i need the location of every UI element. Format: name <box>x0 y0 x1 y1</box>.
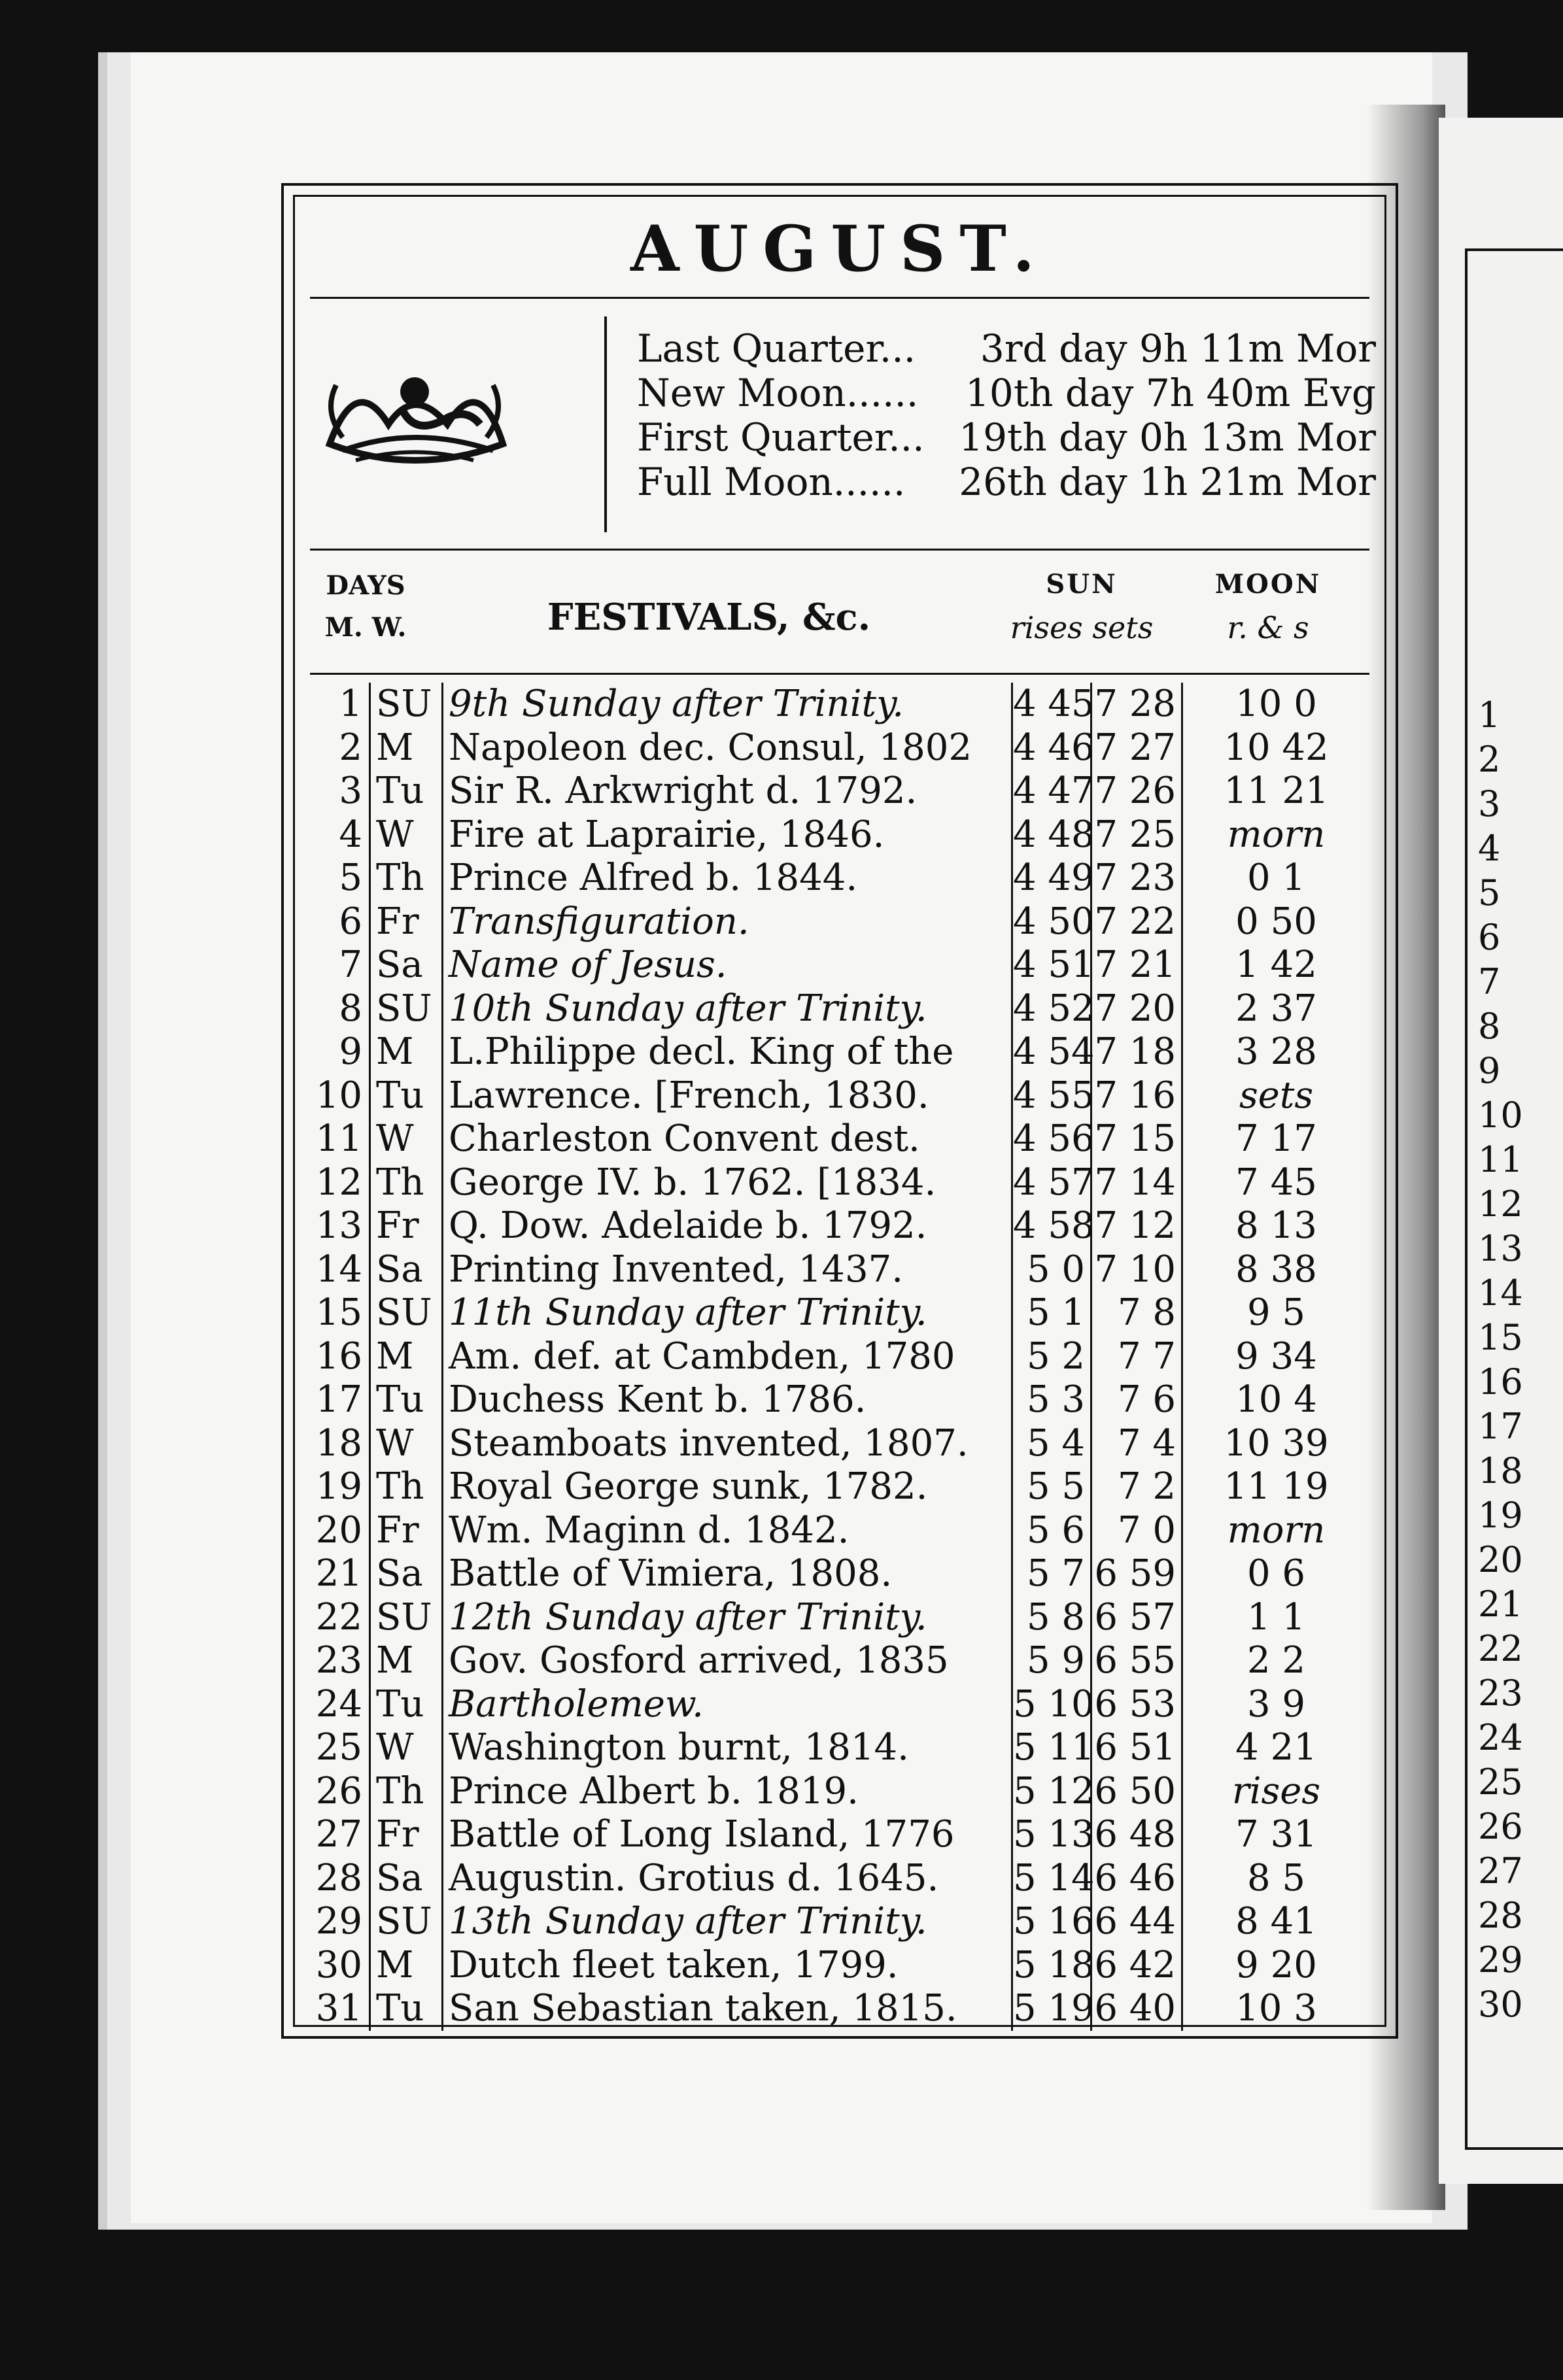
table-row <box>310 1944 1369 1988</box>
sun-rises: 4 49 <box>1013 857 1095 899</box>
next-page-day: 21 <box>1478 1584 1523 1625</box>
next-page-day: 27 <box>1478 1850 1523 1892</box>
moon-phase-time: 26th day 1h 21m Mor <box>959 460 1376 504</box>
table-row <box>310 1639 1369 1683</box>
festival: 12th Sunday after Trinity. <box>443 1596 1013 1640</box>
next-page-day: 22 <box>1478 1628 1523 1669</box>
sun-rises: 4 58 <box>1013 1204 1095 1247</box>
sun-sets: 6 50 <box>1092 1770 1183 1814</box>
festival: Prince Albert b. 1819. <box>443 1770 1013 1814</box>
moon-time: 0 1 <box>1246 857 1306 899</box>
moon-time: 2 2 <box>1246 1639 1306 1682</box>
sun-sets: 7 22 <box>1092 900 1183 944</box>
day-of-month: 20 <box>310 1509 371 1553</box>
moon-time: 7 31 <box>1235 1813 1317 1856</box>
next-page-day: 2 <box>1478 739 1501 780</box>
day-of-week: W <box>371 1726 443 1770</box>
sun-rises: 5 3 <box>1013 1378 1092 1422</box>
next-page-day: 28 <box>1478 1895 1523 1936</box>
festival: Napoleon dec. Consul, 1802 <box>443 726 1013 770</box>
table-row <box>310 987 1369 1031</box>
day-of-week: Fr <box>371 900 443 944</box>
sun-rises: 5 11 <box>1013 1726 1095 1769</box>
next-page-day: 3 <box>1478 783 1501 824</box>
sun-sets: 7 4 <box>1092 1422 1183 1466</box>
day-of-week: Sa <box>371 944 443 987</box>
sun-rises: 5 19 <box>1013 1987 1095 2030</box>
day-of-month: 21 <box>310 1552 371 1596</box>
day-of-month: 14 <box>310 1248 371 1292</box>
sun-rises: 5 16 <box>1013 1900 1095 1943</box>
sun-sets: 7 10 <box>1092 1248 1183 1292</box>
day-of-month: 25 <box>310 1726 371 1770</box>
table-row <box>310 1378 1369 1422</box>
day-of-week: Th <box>371 1465 443 1509</box>
day-of-month: 17 <box>310 1378 371 1422</box>
next-page-day: 11 <box>1478 1139 1523 1180</box>
table-row <box>310 900 1369 944</box>
day-of-week: Fr <box>371 1509 443 1553</box>
day-of-week: Th <box>371 857 443 900</box>
moon-time: 9 5 <box>1246 1291 1306 1334</box>
sun-sets: 7 12 <box>1092 1204 1183 1248</box>
sun-rises: 4 56 <box>1013 1117 1095 1160</box>
day-of-month: 27 <box>310 1813 371 1857</box>
sun-rises: 4 45 <box>1013 683 1095 725</box>
sun-sets: 7 23 <box>1092 857 1183 900</box>
sun-rises: 4 48 <box>1013 813 1095 856</box>
festival: Prince Alfred b. 1844. <box>443 857 1013 900</box>
table-row <box>310 1552 1369 1596</box>
moon-time: 7 45 <box>1235 1161 1317 1204</box>
day-of-month: 24 <box>310 1683 371 1727</box>
day-of-week: Tu <box>371 1378 443 1422</box>
day-of-month: 9 <box>310 1030 371 1074</box>
day-of-week: SU <box>371 683 443 726</box>
sun-sets: 6 42 <box>1092 1944 1183 1988</box>
moon-time: 8 5 <box>1246 1856 1306 1899</box>
table-row <box>310 726 1369 770</box>
table-row <box>310 857 1369 900</box>
festival: George IV. b. 1762. [1834. <box>443 1161 1013 1205</box>
moon-label: MOON <box>1214 569 1322 600</box>
sun-rises: 4 47 <box>1013 770 1095 812</box>
next-page-edge <box>1439 118 1563 2184</box>
moon-time: 10 3 <box>1235 1987 1317 2030</box>
next-page-day: 30 <box>1478 1984 1523 2025</box>
table-row <box>310 1030 1369 1074</box>
festival: Bartholemew. <box>443 1683 1013 1727</box>
festival: 10th Sunday after Trinity. <box>443 987 1013 1031</box>
moon-sublabel: r. & s <box>1227 610 1309 645</box>
table-row <box>310 1596 1369 1640</box>
moon-phase-name: Last Quarter... <box>637 326 916 371</box>
day-of-week: Th <box>371 1770 443 1814</box>
table-row <box>310 1335 1369 1379</box>
sun-rises: 5 12 <box>1013 1769 1095 1812</box>
moon-time: 8 13 <box>1235 1204 1317 1247</box>
sun-rises: 4 51 <box>1013 944 1095 986</box>
table-row <box>310 1465 1369 1509</box>
moon-phase-time: 3rd day 9h 11m Mor <box>980 326 1376 371</box>
month-title: AUGUST. <box>630 212 1049 286</box>
moon-time: 9 34 <box>1235 1334 1317 1378</box>
moon-time: 11 19 <box>1224 1465 1329 1508</box>
day-of-week: Sa <box>371 1857 443 1901</box>
moon-time: 9 20 <box>1235 1943 1317 1986</box>
sun-rises: 5 6 <box>1013 1509 1092 1553</box>
sun-sets: 7 18 <box>1092 1030 1183 1074</box>
table-row <box>310 1509 1369 1553</box>
moon-time: 0 50 <box>1235 900 1317 943</box>
day-of-week: SU <box>371 1291 443 1335</box>
day-of-week: M <box>371 726 443 770</box>
day-of-week: Fr <box>371 1204 443 1248</box>
table-row <box>310 1813 1369 1857</box>
moon-time: 8 38 <box>1235 1248 1317 1291</box>
next-page-day: 1 <box>1478 694 1501 736</box>
sun-sets: 7 16 <box>1092 1074 1183 1118</box>
sun-rises: 5 18 <box>1013 1943 1095 1986</box>
sun-sets: 7 25 <box>1092 813 1183 857</box>
festival: 13th Sunday after Trinity. <box>443 1900 1013 1944</box>
next-page-day: 18 <box>1478 1450 1523 1491</box>
day-of-month: 16 <box>310 1335 371 1379</box>
next-page-day: 5 <box>1478 872 1501 913</box>
next-page-day: 7 <box>1478 961 1501 1002</box>
festival: L.Philippe decl. King of the <box>443 1030 1013 1074</box>
table-row <box>310 1726 1369 1770</box>
moon-time: 0 6 <box>1246 1552 1306 1595</box>
next-page-day: 14 <box>1478 1272 1523 1314</box>
day-of-week: W <box>371 1422 443 1466</box>
sun-rises: 5 13 <box>1013 1813 1095 1856</box>
festival: Wm. Maginn d. 1842. <box>443 1509 1013 1553</box>
table-row <box>310 1074 1369 1118</box>
sun-sets: 6 55 <box>1092 1639 1183 1683</box>
sun-rises: 5 10 <box>1013 1682 1095 1726</box>
sun-rises: 5 8 <box>1013 1596 1092 1640</box>
day-of-month: 10 <box>310 1074 371 1118</box>
day-of-month: 18 <box>310 1422 371 1466</box>
festival: Charleston Convent dest. <box>443 1117 1013 1161</box>
moon-phase-name: Full Moon...... <box>637 460 906 504</box>
sun-rises: 4 55 <box>1013 1074 1095 1117</box>
moon-time: 1 1 <box>1246 1595 1306 1639</box>
moon-time: 8 41 <box>1235 1900 1317 1943</box>
festival: Steamboats invented, 1807. <box>443 1422 1013 1466</box>
festival: Sir R. Arkwright d. 1792. <box>443 770 1013 813</box>
next-page-day: 10 <box>1478 1095 1523 1136</box>
day-of-month: 11 <box>310 1117 371 1161</box>
sun-sets: 6 48 <box>1092 1813 1183 1857</box>
day-of-week: W <box>371 1117 443 1161</box>
festival: Q. Dow. Adelaide b. 1792. <box>443 1204 1013 1248</box>
sun-sublabel: rises sets <box>1010 610 1154 645</box>
moon-phases <box>637 326 1376 504</box>
sun-sets: 7 6 <box>1092 1378 1183 1422</box>
day-of-month: 8 <box>310 987 371 1031</box>
table-row <box>310 1857 1369 1901</box>
day-of-week: Tu <box>371 770 443 813</box>
moon-phase-row <box>637 371 1376 415</box>
title-rule <box>310 297 1369 299</box>
day-of-week: Tu <box>371 1683 443 1727</box>
festival: Dutch fleet taken, 1799. <box>443 1944 1013 1988</box>
day-of-month: 23 <box>310 1639 371 1683</box>
festival: San Sebastian taken, 1815. <box>443 1987 1013 2031</box>
day-of-month: 30 <box>310 1944 371 1988</box>
festival: Battle of Vimiera, 1808. <box>443 1552 1013 1596</box>
festival: Battle of Long Island, 1776 <box>443 1813 1013 1857</box>
festival: Gov. Gosford arrived, 1835 <box>443 1639 1013 1683</box>
festival: Duchess Kent b. 1786. <box>443 1378 1013 1422</box>
moon-phase-time: 10th day 7h 40m Evg <box>965 371 1376 415</box>
day-of-month: 7 <box>310 944 371 987</box>
sun-rises: 5 5 <box>1013 1465 1092 1509</box>
next-page-day: 24 <box>1478 1717 1523 1758</box>
moon-phase-row <box>637 415 1376 460</box>
moon-time: sets <box>1239 1074 1314 1117</box>
sun-sets: 7 21 <box>1092 944 1183 987</box>
sun-rises: 4 50 <box>1013 900 1095 943</box>
next-page-day: 25 <box>1478 1761 1523 1803</box>
moon-time: 7 17 <box>1235 1117 1317 1160</box>
sun-rises: 4 57 <box>1013 1161 1095 1204</box>
days-header <box>310 565 421 670</box>
festival: 9th Sunday after Trinity. <box>443 683 1013 726</box>
moon-phase-name: First Quarter... <box>637 415 925 460</box>
festival: Am. def. at Cambden, 1780 <box>443 1335 1013 1379</box>
sun-sets: 7 28 <box>1092 683 1183 726</box>
moon-time: 3 9 <box>1246 1682 1306 1726</box>
sun-rises: 5 1 <box>1013 1291 1092 1335</box>
moon-time: 2 37 <box>1235 987 1317 1030</box>
day-of-month: 12 <box>310 1161 371 1205</box>
table-row <box>310 1683 1369 1727</box>
almanac-table <box>310 683 1369 2031</box>
table-row <box>310 1422 1369 1466</box>
sun-rises: 5 2 <box>1013 1335 1092 1379</box>
festival: Augustin. Grotius d. 1645. <box>443 1857 1013 1901</box>
sun-rises: 4 46 <box>1013 726 1095 769</box>
almanac-frame <box>281 183 1398 2039</box>
festival: Royal George sunk, 1782. <box>443 1465 1013 1509</box>
day-of-month: 5 <box>310 857 371 900</box>
festival: 11th Sunday after Trinity. <box>443 1291 1013 1335</box>
sun-sets: 7 7 <box>1092 1335 1183 1379</box>
days-label: DAYS <box>326 570 405 601</box>
day-of-week: SU <box>371 987 443 1031</box>
next-page-day: 8 <box>1478 1006 1501 1047</box>
festival: Name of Jesus. <box>443 944 1013 987</box>
day-of-month: 2 <box>310 726 371 770</box>
sun-rises: 5 4 <box>1013 1422 1092 1466</box>
days-sublabel: M. W. <box>324 612 407 643</box>
day-of-week: M <box>371 1639 443 1683</box>
day-of-week: Fr <box>371 1813 443 1857</box>
day-of-month: 26 <box>310 1770 371 1814</box>
day-of-month: 19 <box>310 1465 371 1509</box>
next-page-day: 26 <box>1478 1806 1523 1847</box>
day-of-week: M <box>371 1030 443 1074</box>
moon-phase-row <box>637 460 1376 504</box>
moon-phase-time: 19th day 0h 13m Mor <box>959 415 1376 460</box>
sun-sets: 7 2 <box>1092 1465 1183 1509</box>
table-row <box>310 944 1369 987</box>
table-row <box>310 1161 1369 1205</box>
moon-time: 3 28 <box>1235 1030 1317 1073</box>
day-of-month: 6 <box>310 900 371 944</box>
table-row <box>310 1900 1369 1944</box>
table-row <box>310 683 1369 726</box>
sun-rises: 5 14 <box>1013 1856 1095 1899</box>
moon-time: morn <box>1227 1508 1326 1552</box>
header-divider <box>604 316 607 532</box>
sun-sets: 7 26 <box>1092 770 1183 813</box>
festival: Lawrence. [French, 1830. <box>443 1074 1013 1118</box>
sun-label: SUN <box>1046 569 1118 600</box>
sun-sets: 6 44 <box>1092 1900 1183 1944</box>
festival: Printing Invented, 1437. <box>443 1248 1013 1292</box>
mermaid-emblem-icon <box>317 346 513 477</box>
sun-sets: 6 51 <box>1092 1726 1183 1770</box>
day-of-month: 3 <box>310 770 371 813</box>
sun-rises: 4 52 <box>1013 987 1095 1030</box>
day-of-week: M <box>371 1335 443 1379</box>
moon-phase-row <box>637 326 1376 371</box>
sun-rises: 5 7 <box>1013 1552 1092 1596</box>
next-page-day: 15 <box>1478 1317 1523 1358</box>
moon-header <box>1173 565 1363 670</box>
next-page-day: 23 <box>1478 1673 1523 1714</box>
moon-time: 10 39 <box>1224 1421 1329 1465</box>
sun-sets: 6 53 <box>1092 1683 1183 1727</box>
phases-rule <box>310 549 1369 551</box>
sun-header <box>997 565 1167 670</box>
sun-rises: 4 54 <box>1013 1030 1095 1073</box>
moon-time: 10 4 <box>1235 1378 1317 1421</box>
sun-sets: 7 20 <box>1092 987 1183 1031</box>
sun-sets: 7 0 <box>1092 1509 1183 1553</box>
table-row <box>310 770 1369 813</box>
sun-sets: 7 8 <box>1092 1291 1183 1335</box>
moon-time: rises <box>1231 1769 1321 1812</box>
sun-rises: 5 9 <box>1013 1639 1092 1683</box>
day-of-month: 15 <box>310 1291 371 1335</box>
day-of-week: W <box>371 813 443 857</box>
day-of-week: Tu <box>371 1074 443 1118</box>
moon-time: 10 42 <box>1224 726 1329 769</box>
next-page-day-numbers <box>1478 693 1556 2027</box>
next-page-day: 29 <box>1478 1939 1523 1980</box>
festivals-header: FESTIVALS, &c. <box>547 596 871 639</box>
moon-time: 10 0 <box>1235 683 1317 725</box>
day-of-week: Th <box>371 1161 443 1205</box>
table-row <box>310 1248 1369 1292</box>
table-row <box>310 813 1369 857</box>
sun-rises: 5 0 <box>1013 1248 1092 1292</box>
festival: Washington burnt, 1814. <box>443 1726 1013 1770</box>
day-of-week: Sa <box>371 1552 443 1596</box>
moon-time: 11 21 <box>1224 770 1329 812</box>
sun-sets: 6 40 <box>1092 1987 1183 2031</box>
day-of-week: SU <box>371 1900 443 1944</box>
festival: Fire at Laprairie, 1846. <box>443 813 1013 857</box>
next-page-day: 9 <box>1478 1050 1501 1091</box>
next-page-day: 19 <box>1478 1495 1523 1536</box>
moon-time: 1 42 <box>1235 944 1317 986</box>
sun-sets: 6 57 <box>1092 1596 1183 1640</box>
sun-sets: 6 46 <box>1092 1857 1183 1901</box>
moon-time: morn <box>1227 813 1326 856</box>
sun-sets: 7 14 <box>1092 1161 1183 1205</box>
day-of-week: SU <box>371 1596 443 1640</box>
sun-sets: 7 27 <box>1092 726 1183 770</box>
next-page-day: 12 <box>1478 1183 1523 1225</box>
day-of-week: M <box>371 1944 443 1988</box>
moon-time: 4 21 <box>1235 1726 1317 1769</box>
next-page-day: 4 <box>1478 828 1501 869</box>
day-of-month: 4 <box>310 813 371 857</box>
table-row <box>310 1987 1369 2031</box>
next-page-day: 13 <box>1478 1228 1523 1269</box>
next-page-day: 20 <box>1478 1539 1523 1580</box>
moon-phase-name: New Moon...... <box>637 371 919 415</box>
table-row <box>310 1291 1369 1335</box>
day-of-month: 13 <box>310 1204 371 1248</box>
next-page-day: 6 <box>1478 917 1501 958</box>
sun-sets: 6 59 <box>1092 1552 1183 1596</box>
next-page-day: 16 <box>1478 1361 1523 1402</box>
day-of-week: Sa <box>371 1248 443 1292</box>
day-of-month: 22 <box>310 1596 371 1640</box>
day-of-month: 29 <box>310 1900 371 1944</box>
festival: Transfiguration. <box>443 900 1013 944</box>
day-of-month: 31 <box>310 1987 371 2031</box>
day-of-week: Tu <box>371 1987 443 2031</box>
sun-sets: 7 15 <box>1092 1117 1183 1161</box>
table-row <box>310 1117 1369 1161</box>
table-row <box>310 1204 1369 1248</box>
day-of-month: 1 <box>310 683 371 726</box>
table-row <box>310 1770 1369 1814</box>
next-page-day: 17 <box>1478 1406 1523 1447</box>
header-rule <box>310 673 1369 675</box>
day-of-month: 28 <box>310 1857 371 1901</box>
